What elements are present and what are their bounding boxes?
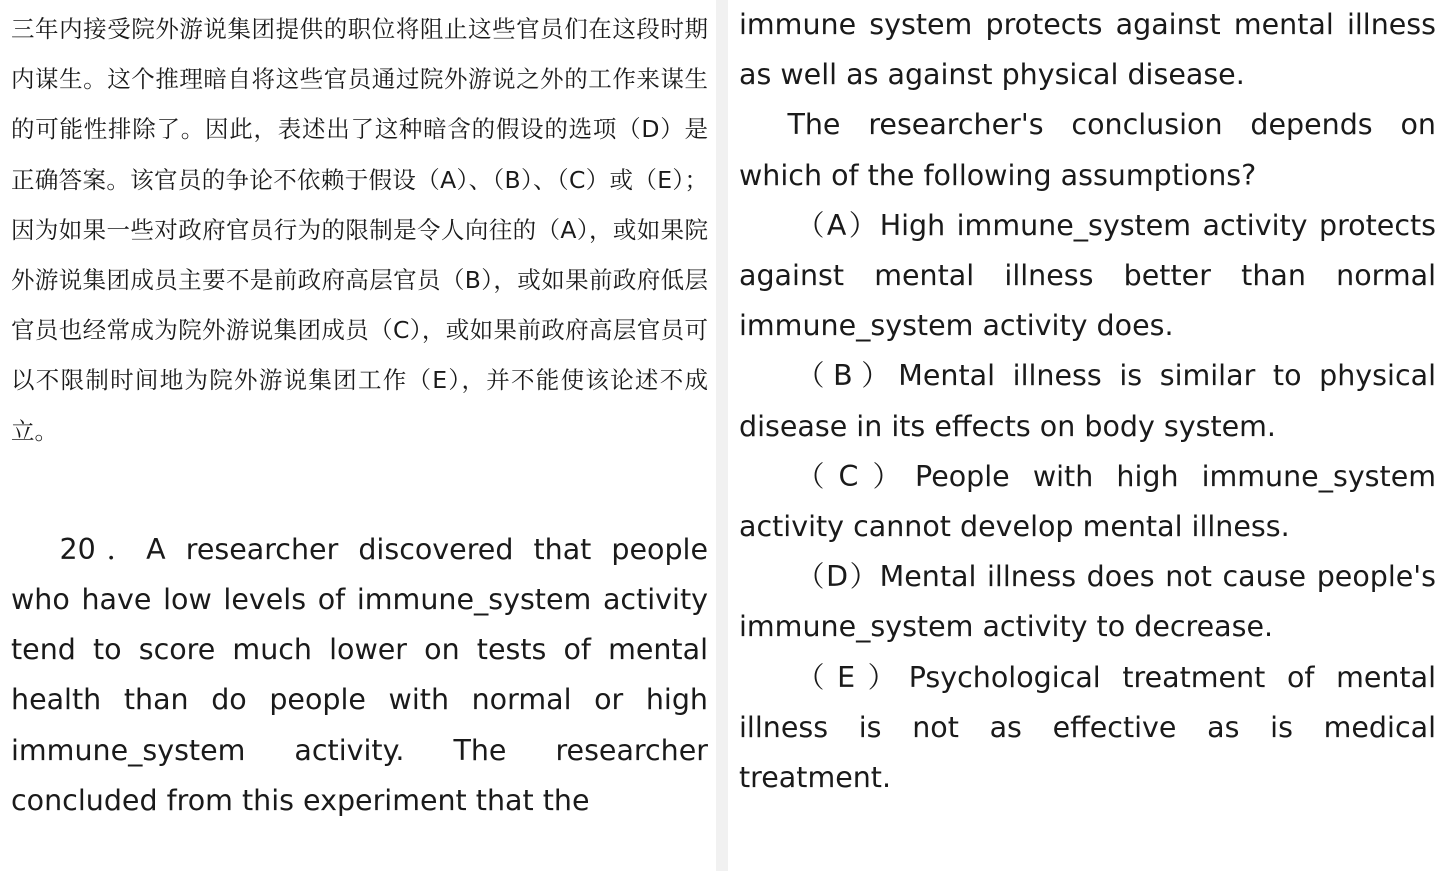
option-b [739,351,1436,451]
option-e [739,653,1436,804]
option-a-text: High immune_system activity protects against mental illness better than normal immune_system activity does. [739,208,1437,343]
option-a [739,201,1436,352]
option-d-text: Mental illness does not cause people's immune_system activity to decrease. [739,560,1436,644]
option-b-text: Mental illness is similar to physical disease in its effects on body system. [739,359,1436,443]
option-a-label: （A） [796,208,880,242]
option-c [739,452,1436,552]
question-stem-continued: immune system protects against mental illness as well as against physical disease. [739,8,1436,92]
option-e-label: （E） [796,660,909,694]
question-prompt: The researcher's conclusion depends on which of the following assumptions? [739,108,1436,192]
answer-explanation-chinese: 三年内接受院外游说集团提供的职位将阻止这些官员们在这段时期内谋生。这个推理暗自将这些官员通过院外游说之外的工作来谋生的可能性排除了。因此，表述出了这种暗含的假设的选项（D）是正确答案。该官员的争论不依赖于假设（A）、（B）、（C）或（E）；因为如果一些对政府官员行为的限制是令人向往的（A），或如果院外游说集团成员主要不是前政府高层官员（B），或如果前政府低层官员也经常成为院外游说集团成员（C），或如果前政府高层官员可以不限制时间地为院外游说集团工作（E），并不能使该论述不成立。 [11,15,708,445]
left-page [0,0,716,871]
option-c-label: （C） [796,459,916,493]
option-b-label: （B） [796,359,899,393]
option-d [739,552,1436,652]
option-c-text: People with high immune_system activity cannot develop mental illness. [739,459,1436,544]
option-e-text: Psychological treatment of mental illness is not as effective as is medical treatment. [739,660,1436,795]
right-page [728,0,1444,871]
option-d-label: （D） [796,560,880,594]
question-20-stem: 20．A researcher discovered that people who have low levels of immune_system activity tend to score much lower on tests of mental health than do people with normal or high immune_system activity. The researcher concluded from this experiment that the [11,532,708,817]
paragraph-gap [11,456,708,525]
